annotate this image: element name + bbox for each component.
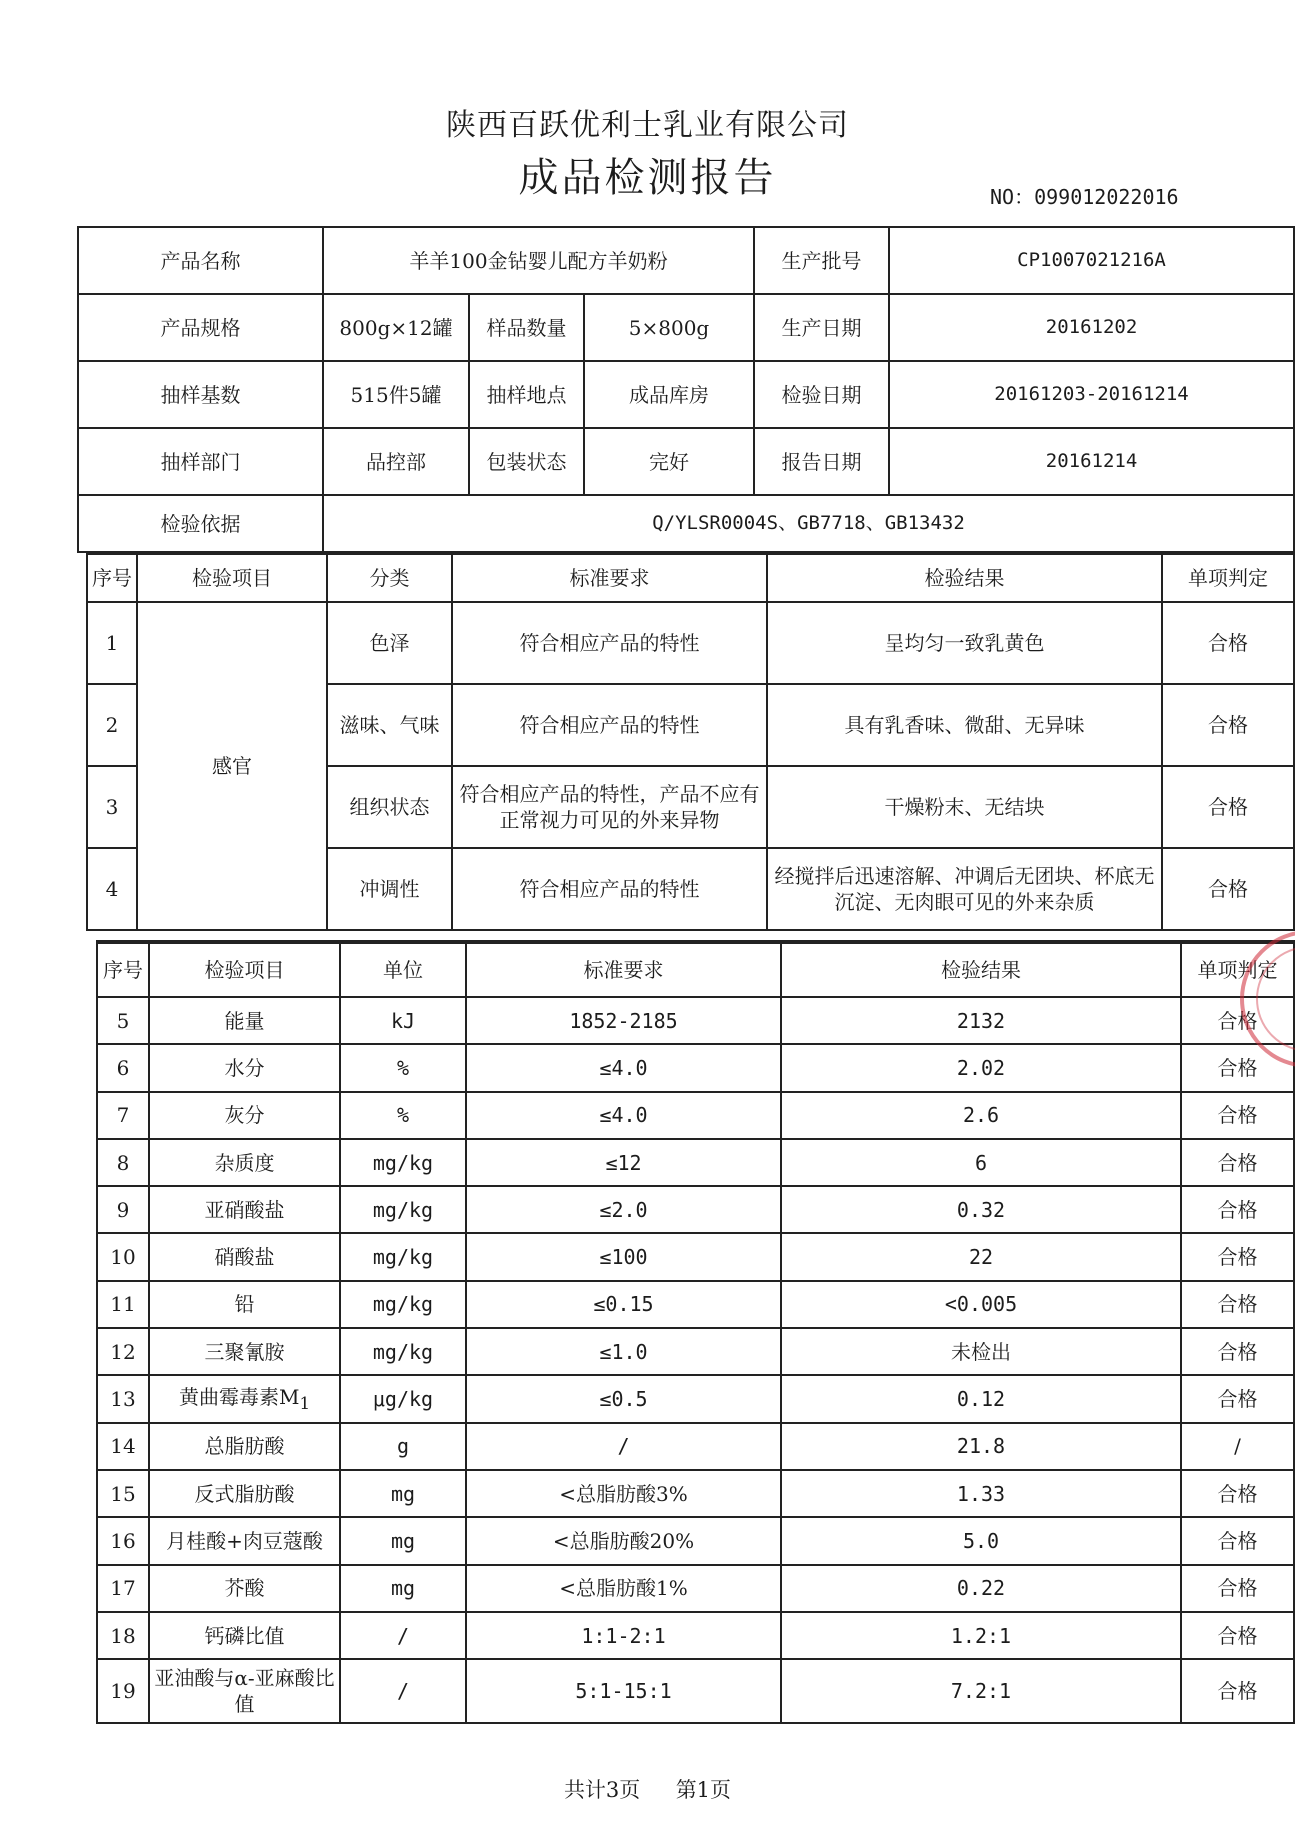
- basis-value: Q/YLSR0004S、GB7718、GB13432: [323, 495, 1294, 552]
- row-result: 干燥粉末、无结块: [767, 766, 1162, 848]
- row-standard: /: [466, 1423, 781, 1470]
- row-verdict: 合格: [1181, 1375, 1294, 1422]
- row-unit: mg: [340, 1517, 466, 1564]
- row-item: 月桂酸+肉豆蔻酸: [149, 1517, 340, 1564]
- product-name-value: 羊羊100金钻婴儿配方羊奶粉: [323, 227, 754, 294]
- table-row: [97, 1281, 1294, 1328]
- row-item: 反式脂肪酸: [149, 1470, 340, 1517]
- row-no: 19: [97, 1659, 149, 1723]
- row-standard: ≤100: [466, 1233, 781, 1280]
- inspect-date-value: 20161203-20161214: [889, 361, 1294, 428]
- sample-qty-value: 5×800g: [584, 294, 754, 361]
- row-item: 钙磷比值: [149, 1612, 340, 1659]
- row-verdict: 合格: [1181, 1612, 1294, 1659]
- row-result: 1.2:1: [781, 1612, 1181, 1659]
- row-standard: 符合相应产品的特性，产品不应有正常视力可见的外来异物: [452, 766, 767, 848]
- row-verdict: 合格: [1181, 1328, 1294, 1375]
- company-name: 陕西百跃优利士乳业有限公司: [446, 108, 849, 143]
- row-unit: /: [340, 1612, 466, 1659]
- basis-label: 检验依据: [78, 495, 323, 552]
- row-item: [149, 1375, 340, 1422]
- row-result: 经搅拌后迅速溶解、冲调后无团块、杯底无沉淀、无肉眼可见的外来杂质: [767, 848, 1162, 930]
- table-row: [97, 1659, 1294, 1723]
- table-row: [97, 1423, 1294, 1470]
- sensory-header-no: 序号: [87, 554, 137, 602]
- batch-label: 生产批号: [754, 227, 889, 294]
- row-no: 12: [97, 1328, 149, 1375]
- table-row: [97, 1044, 1294, 1091]
- row-item: 灰分: [149, 1092, 340, 1139]
- table-row: [97, 1092, 1294, 1139]
- sensory-header-item: 检验项目: [137, 554, 327, 602]
- physchem-table: [96, 940, 1295, 1724]
- serial-label: NO：: [990, 185, 1035, 209]
- sampling-dept-label: 抽样部门: [78, 428, 323, 495]
- row-item: 芥酸: [149, 1565, 340, 1612]
- row-no: 3: [87, 766, 137, 848]
- row-item: 铅: [149, 1281, 340, 1328]
- row-standard: ≤12: [466, 1139, 781, 1186]
- row-unit: mg/kg: [340, 1233, 466, 1280]
- row-result: 22: [781, 1233, 1181, 1280]
- row-result: <0.005: [781, 1281, 1181, 1328]
- total-pages: 共计3页: [563, 1778, 641, 1802]
- row-result: 2132: [781, 997, 1181, 1044]
- row-unit: mg/kg: [340, 1139, 466, 1186]
- row-verdict: 合格: [1181, 1044, 1294, 1091]
- row-item: 杂质度: [149, 1139, 340, 1186]
- row-no: 8: [97, 1139, 149, 1186]
- row-standard: ≤0.5: [466, 1375, 781, 1422]
- row-verdict: 合格: [1181, 1186, 1294, 1233]
- row-verdict: /: [1181, 1423, 1294, 1470]
- sensory-group-label: 感官: [137, 602, 327, 930]
- row-result: 0.12: [781, 1375, 1181, 1422]
- row-standard: 符合相应产品的特性: [452, 684, 767, 766]
- table-row: [97, 1517, 1294, 1564]
- sensory-table: [86, 553, 1295, 931]
- row-unit: mg/kg: [340, 1281, 466, 1328]
- product-info-table: [77, 226, 1295, 553]
- physchem-header-unit: 单位: [340, 942, 466, 997]
- table-row: [97, 1186, 1294, 1233]
- row-verdict: 合格: [1181, 1139, 1294, 1186]
- prod-date-label: 生产日期: [754, 294, 889, 361]
- prod-date-value: 20161202: [889, 294, 1294, 361]
- table-row: [97, 1612, 1294, 1659]
- row-no: 16: [97, 1517, 149, 1564]
- row-item: 总脂肪酸: [149, 1423, 340, 1470]
- row-result: 5.0: [781, 1517, 1181, 1564]
- row-result: 6: [781, 1139, 1181, 1186]
- row-unit: mg/kg: [340, 1186, 466, 1233]
- sampling-place-label: 抽样地点: [469, 361, 584, 428]
- row-category: 色泽: [327, 602, 452, 684]
- row-no: 17: [97, 1565, 149, 1612]
- sampling-base-label: 抽样基数: [78, 361, 323, 428]
- row-verdict: 合格: [1162, 766, 1294, 848]
- row-result: 具有乳香味、微甜、无异味: [767, 684, 1162, 766]
- physchem-header-item: 检验项目: [149, 942, 340, 997]
- row-unit: mg: [340, 1565, 466, 1612]
- row-item: 三聚氰胺: [149, 1328, 340, 1375]
- row-unit: mg: [340, 1470, 466, 1517]
- row-item: 亚硝酸盐: [149, 1186, 340, 1233]
- row-standard: 1852-2185: [466, 997, 781, 1044]
- row-unit: mg/kg: [340, 1328, 466, 1375]
- row-standard: 符合相应产品的特性: [452, 848, 767, 930]
- spec-value: 800g×12罐: [323, 294, 469, 361]
- current-page: 第1页: [675, 1778, 732, 1802]
- table-row: [97, 1375, 1294, 1422]
- package-value: 完好: [584, 428, 754, 495]
- row-standard: 1:1-2:1: [466, 1612, 781, 1659]
- sampling-dept-value: 品控部: [323, 428, 469, 495]
- sensory-header-category: 分类: [327, 554, 452, 602]
- row-result: 0.22: [781, 1565, 1181, 1612]
- physchem-header-standard: 标准要求: [466, 942, 781, 997]
- row-no: 2: [87, 684, 137, 766]
- row-category: 组织状态: [327, 766, 452, 848]
- row-verdict: 合格: [1181, 1092, 1294, 1139]
- row-unit: /: [340, 1659, 466, 1723]
- row-result: 1.33: [781, 1470, 1181, 1517]
- row-no: 5: [97, 997, 149, 1044]
- row-item: 硝酸盐: [149, 1233, 340, 1280]
- table-row: [97, 1470, 1294, 1517]
- table-row: [97, 1328, 1294, 1375]
- row-result: 7.2:1: [781, 1659, 1181, 1723]
- inspect-date-label: 检验日期: [754, 361, 889, 428]
- row-no: 10: [97, 1233, 149, 1280]
- table-row: [97, 997, 1294, 1044]
- row-verdict: 合格: [1162, 602, 1294, 684]
- row-no: 1: [87, 602, 137, 684]
- row-no: 6: [97, 1044, 149, 1091]
- row-standard: ≤4.0: [466, 1044, 781, 1091]
- spec-label: 产品规格: [78, 294, 323, 361]
- row-no: 13: [97, 1375, 149, 1422]
- row-result: 2.02: [781, 1044, 1181, 1091]
- batch-value: CP1007021216A: [889, 227, 1294, 294]
- report-title: 成品检测报告: [518, 155, 777, 201]
- product-name-label: 产品名称: [78, 227, 323, 294]
- row-result: 0.32: [781, 1186, 1181, 1233]
- row-no: 18: [97, 1612, 149, 1659]
- row-unit: μg/kg: [340, 1375, 466, 1422]
- row-no: 9: [97, 1186, 149, 1233]
- table-row: [97, 1233, 1294, 1280]
- physchem-header-verdict: 单项判定: [1181, 942, 1294, 997]
- row-item: 水分: [149, 1044, 340, 1091]
- row-standard: ≤0.15: [466, 1281, 781, 1328]
- row-standard: ≤4.0: [466, 1092, 781, 1139]
- row-unit: g: [340, 1423, 466, 1470]
- sample-qty-label: 样品数量: [469, 294, 584, 361]
- row-verdict: 合格: [1181, 1517, 1294, 1564]
- row-standard: <总脂肪酸20%: [466, 1517, 781, 1564]
- row-result: 2.6: [781, 1092, 1181, 1139]
- row-no: 15: [97, 1470, 149, 1517]
- row-category: 冲调性: [327, 848, 452, 930]
- row-item-subscript: 1: [299, 1393, 311, 1413]
- sensory-header-standard: 标准要求: [452, 554, 767, 602]
- page-footer: [0, 1774, 1295, 1804]
- physchem-header-no: 序号: [97, 942, 149, 997]
- row-unit: %: [340, 1044, 466, 1091]
- row-category: 滋味、气味: [327, 684, 452, 766]
- row-standard: 5:1-15:1: [466, 1659, 781, 1723]
- row-item: 亚油酸与α-亚麻酸比值: [149, 1659, 340, 1723]
- row-result: 21.8: [781, 1423, 1181, 1470]
- row-verdict: 合格: [1181, 1281, 1294, 1328]
- table-row: [87, 602, 1294, 684]
- row-result: 未检出: [781, 1328, 1181, 1375]
- row-verdict: 合格: [1181, 1470, 1294, 1517]
- row-no: 7: [97, 1092, 149, 1139]
- sampling-base-value: 515件5罐: [323, 361, 469, 428]
- row-verdict: 合格: [1162, 848, 1294, 930]
- row-standard: ≤1.0: [466, 1328, 781, 1375]
- row-standard: ≤2.0: [466, 1186, 781, 1233]
- row-unit: %: [340, 1092, 466, 1139]
- row-verdict: 合格: [1181, 1233, 1294, 1280]
- sensory-header-result: 检验结果: [767, 554, 1162, 602]
- row-standard: <总脂肪酸3%: [466, 1470, 781, 1517]
- row-no: 11: [97, 1281, 149, 1328]
- row-item: 能量: [149, 997, 340, 1044]
- package-label: 包装状态: [469, 428, 584, 495]
- report-date-value: 20161214: [889, 428, 1294, 495]
- row-verdict: 合格: [1181, 1565, 1294, 1612]
- sampling-place-value: 成品库房: [584, 361, 754, 428]
- row-no: 4: [87, 848, 137, 930]
- table-row: [97, 1139, 1294, 1186]
- row-result: 呈均匀一致乳黄色: [767, 602, 1162, 684]
- row-verdict: 合格: [1162, 684, 1294, 766]
- report-serial: [990, 181, 1179, 210]
- physchem-header-result: 检验结果: [781, 942, 1181, 997]
- row-standard: 符合相应产品的特性: [452, 602, 767, 684]
- row-standard: <总脂肪酸1%: [466, 1565, 781, 1612]
- report-date-label: 报告日期: [754, 428, 889, 495]
- row-verdict: 合格: [1181, 1659, 1294, 1723]
- row-item-text: 黄曲霉毒素M: [178, 1384, 300, 1409]
- row-unit: kJ: [340, 997, 466, 1044]
- row-verdict: 合格: [1181, 997, 1294, 1044]
- table-row: [97, 1565, 1294, 1612]
- sensory-header-verdict: 单项判定: [1162, 554, 1294, 602]
- row-no: 14: [97, 1423, 149, 1470]
- serial-number: 099012022016: [1034, 185, 1179, 209]
